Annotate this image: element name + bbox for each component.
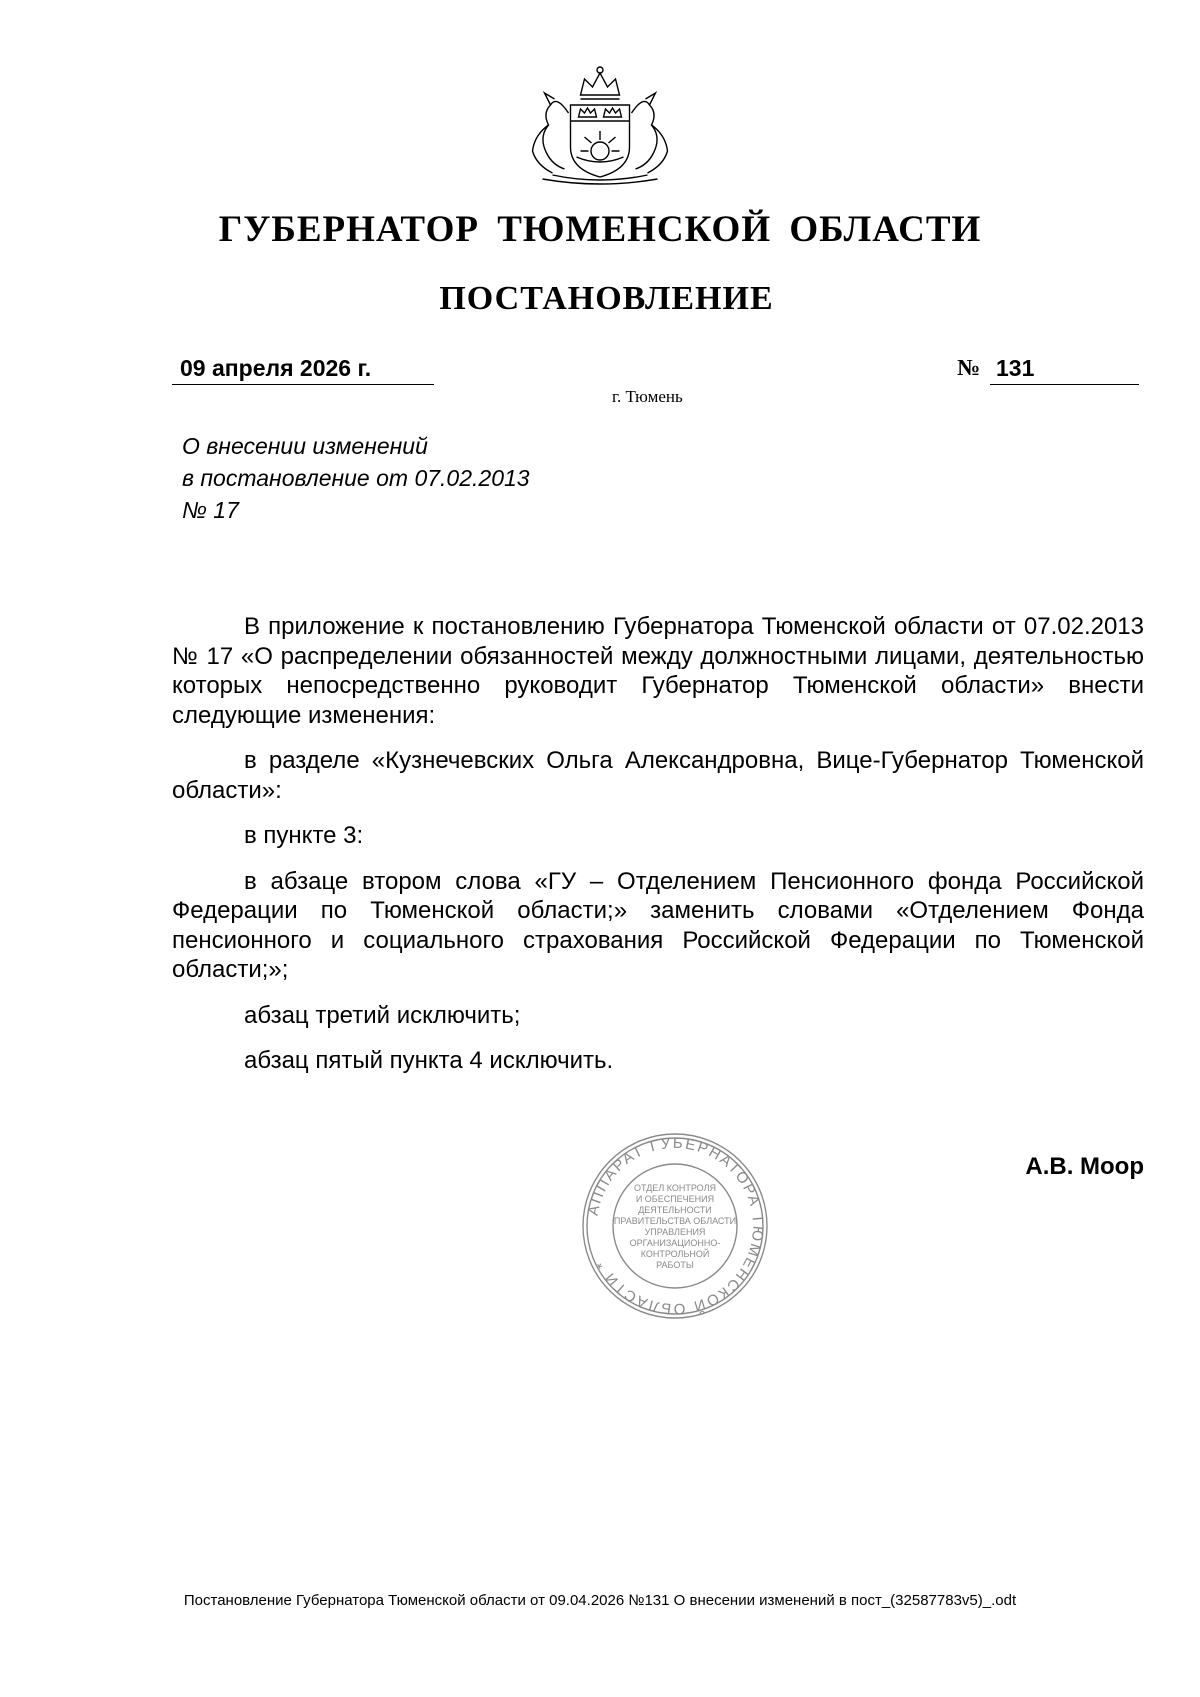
stamp-inner-line: И ОБЕСПЕЧЕНИЯ — [635, 1194, 715, 1204]
body-paragraph: В приложение к постановлению Губернатора Тюменской области от 07.02.2013 № 17 «О распределении обязанностей между должностными лицами, деятельностью которых непосредственно руководит Губернатор Тюменской области» внести следующие изменения: — [172, 613, 1144, 729]
stamp-inner-line: ПРАВИТЕЛЬСТВА ОБЛАСТИ — [613, 1216, 737, 1226]
stamp-inner-line: КОНТРОЛЬНОЙ — [640, 1249, 710, 1259]
body-paragraph: в абзаце втором слова «ГУ – Отделением Пенсионного фонда Российской Федерации по Тюменской области;» заменить словами «Отделением Фонда пенсионного и социального страхования Российской Федерации по Тюменской области;»; — [172, 867, 1144, 983]
official-stamp — [580, 1131, 770, 1321]
document-number-label: № — [957, 355, 981, 380]
stamp-inner-line: УПРАВЛЕНИЯ — [644, 1227, 706, 1237]
subject-line: О внесении изменений — [182, 433, 428, 459]
issuing-authority: ГУБЕРНАТОР ТЮМЕНСКОЙ ОБЛАСТИ — [218, 209, 982, 250]
body-paragraph: в разделе «Кузнечевских Ольга Александровна, Вице-Губернатор Тюменской области»: — [172, 747, 1144, 804]
document-city: г. Тюмень — [612, 387, 683, 406]
signer-name: А.В. Моор — [1025, 1153, 1144, 1180]
document-type: ПОСТАНОВЛЕНИЕ — [439, 280, 774, 317]
document-footer: Постановление Губернатора Тюменской области от 09.04.2026 №131 О внесении изменений в пост_(32587783v5)_.odt — [183, 1592, 1017, 1609]
stamp-inner-line: ДЕЯТЕЛЬНОСТИ — [638, 1205, 712, 1215]
document-number: 131 — [990, 355, 1139, 385]
stamp-inner-line: РАБОТЫ — [656, 1260, 694, 1270]
body-paragraph: абзац третий исключить; — [244, 1001, 521, 1029]
document-date: 09 апреля 2026 г. — [172, 355, 434, 385]
stamp-inner-line: ОТДЕЛ КОНТРОЛЯ — [634, 1183, 716, 1193]
document-body — [172, 612, 1144, 1092]
subject-line: в постановление от 07.02.2013 — [182, 465, 530, 491]
body-paragraph: абзац пятый пункта 4 исключить. — [244, 1047, 614, 1074]
subject-line: № 17 — [182, 497, 239, 523]
stamp-inner-line: ОРГАНИЗАЦИОННО- — [629, 1238, 721, 1248]
stamp-outer-text: АППАРАТ ГУБЕРНАТОРА ТЮМЕНСКОЙ ОБЛАСТИ * — [584, 1134, 767, 1318]
document-subject — [182, 430, 530, 526]
coat-of-arms-emblem — [513, 65, 688, 190]
body-paragraph: в пункте 3: — [244, 822, 364, 849]
